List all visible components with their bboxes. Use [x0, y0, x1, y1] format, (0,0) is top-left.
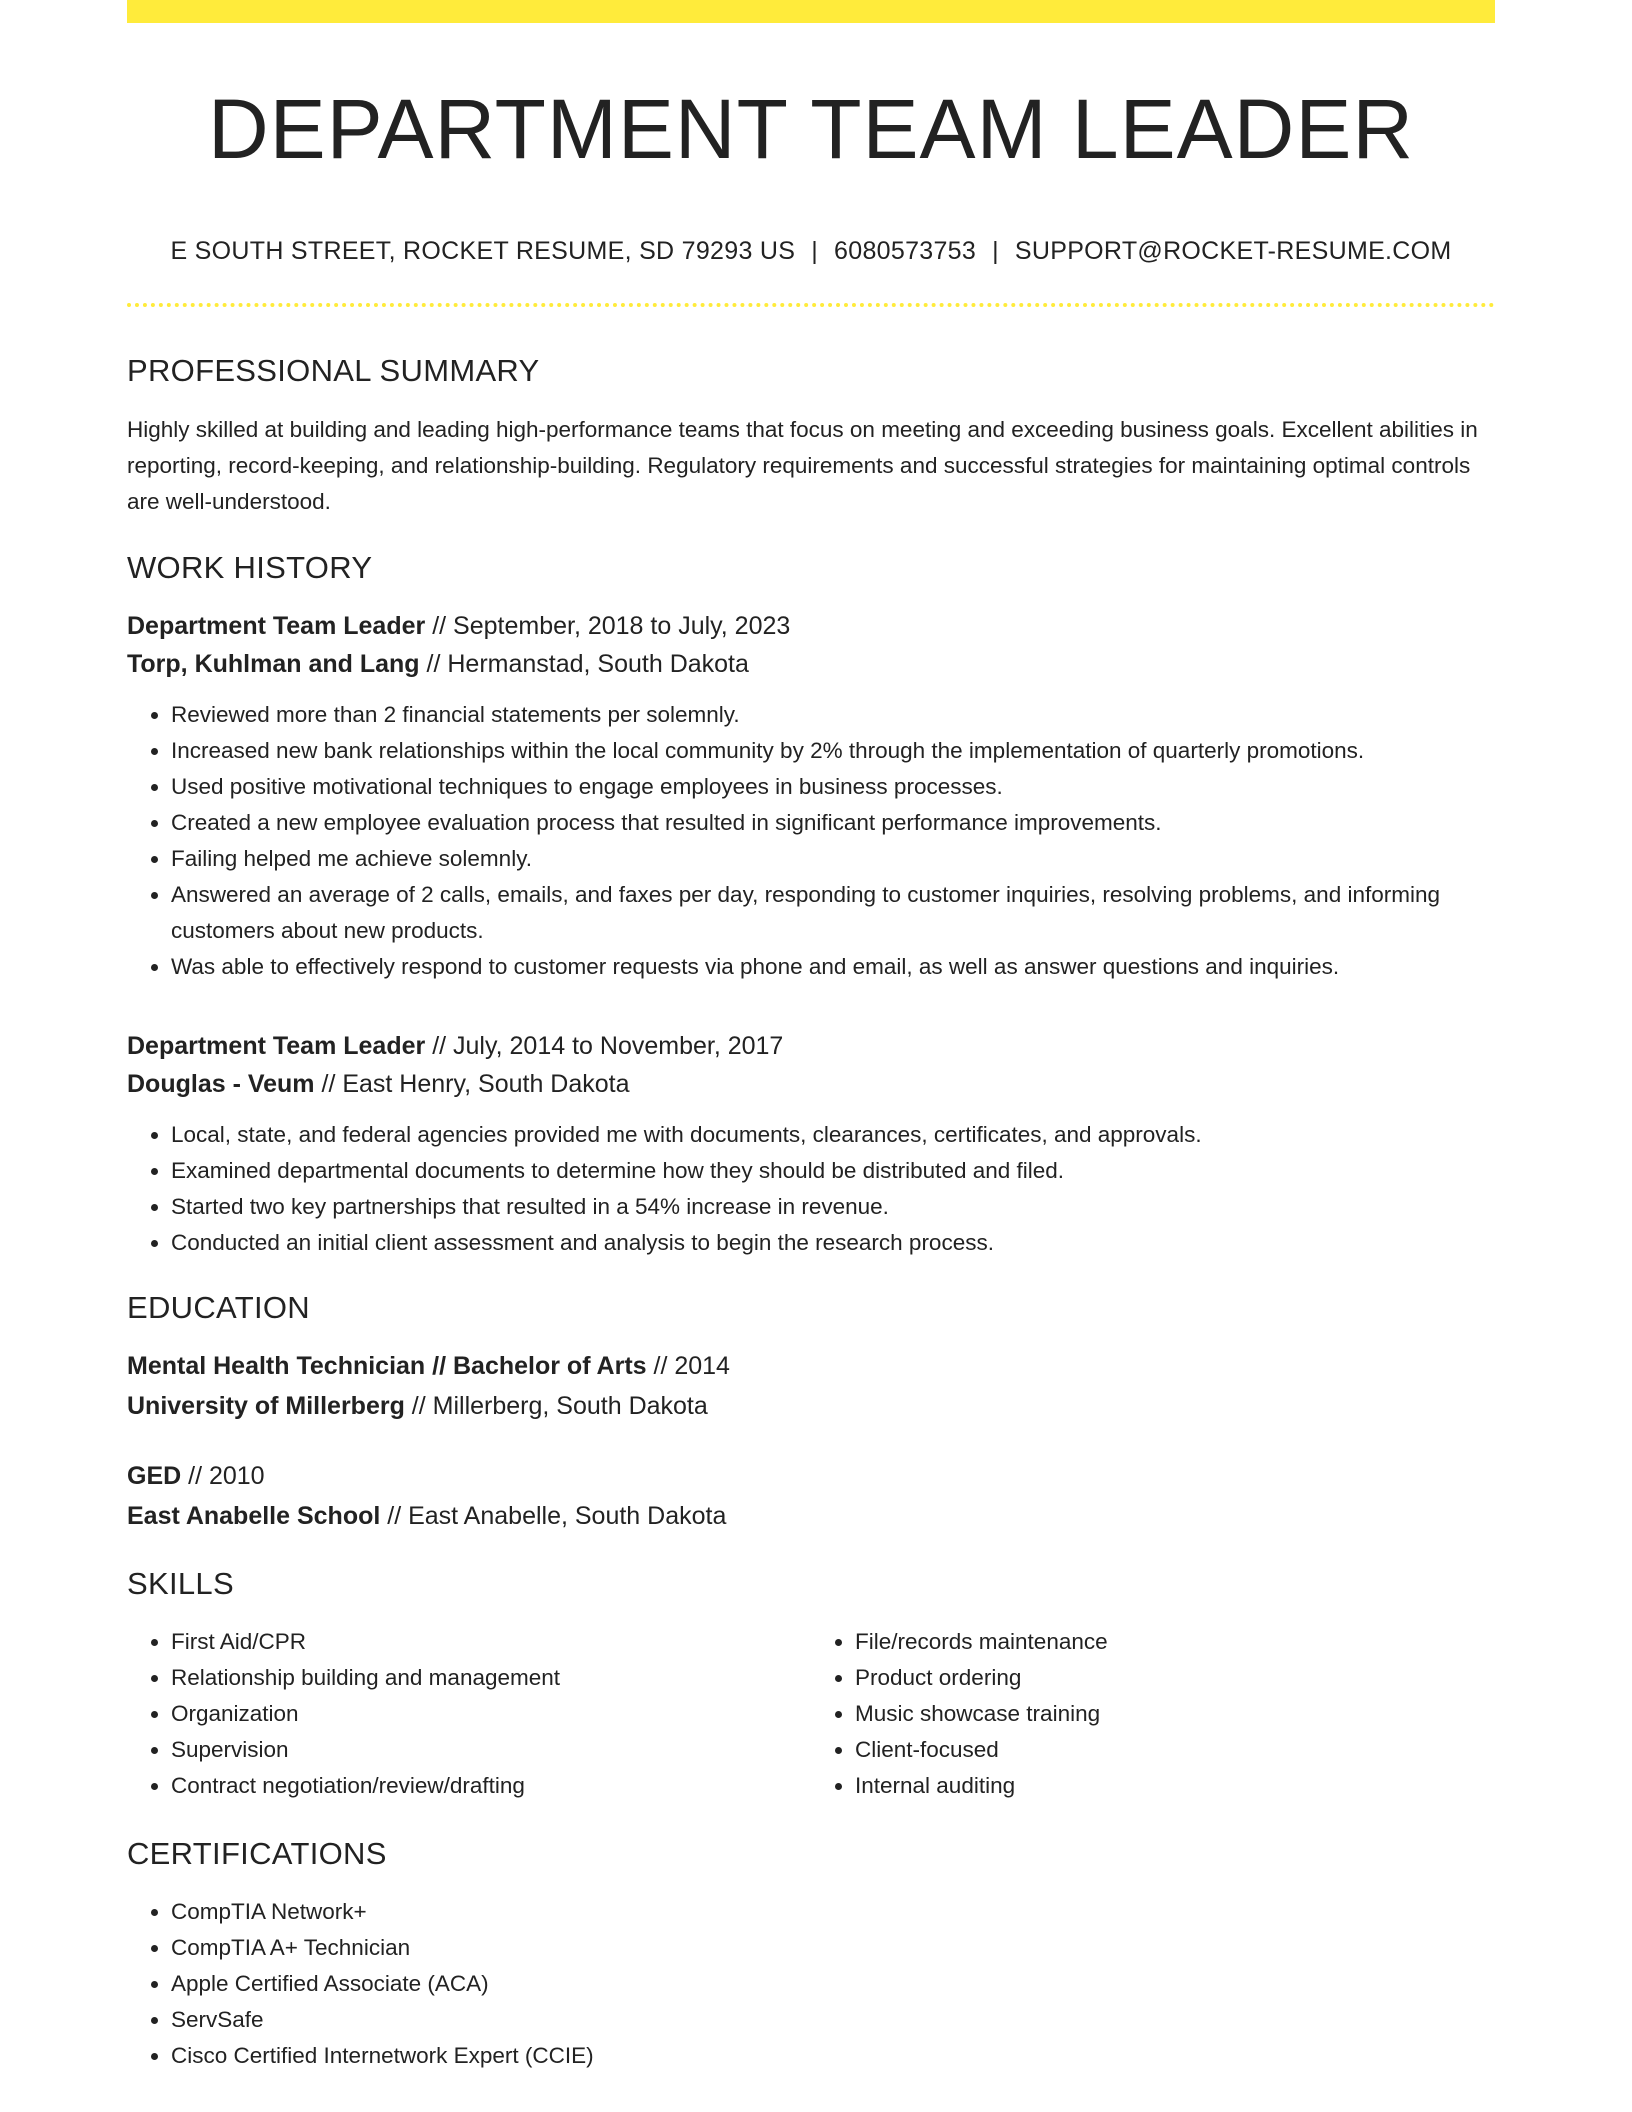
resume-page — [127, 0, 1495, 2068]
email-address: SUPPORT@ROCKET-RESUME.COM — [1014, 237, 1452, 266]
education-entry — [127, 1456, 1495, 1536]
list-item: • Organization — [171, 1696, 811, 1732]
list-item: • Internal auditing — [855, 1768, 1495, 1804]
job-entry — [127, 607, 1495, 985]
degree: GED — [127, 1462, 182, 1490]
job-location: // East Henry, South Dakota — [314, 1070, 630, 1098]
school-name: East Anabelle School — [127, 1502, 381, 1530]
section-title-summary: PROFESSIONAL SUMMARY — [127, 353, 540, 388]
list-item: • ServSafe — [171, 2002, 1495, 2038]
list-item: • Answered an average of 2 calls, emails, and faxes per day, responding to customer inquiries, resolving problems, and informing customers about new products. — [171, 877, 1495, 949]
list-item: • Cisco Certified Internetwork Expert (CCIE) — [171, 2038, 1495, 2074]
summary-section — [127, 353, 1495, 520]
school-location: // Millerberg, South Dakota — [404, 1392, 708, 1420]
job-location: // Hermanstad, South Dakota — [419, 650, 749, 678]
phone-number: 6080573753 — [834, 237, 977, 266]
section-title-work-history: WORK HISTORY — [127, 550, 373, 585]
degree-year: // 2014 — [646, 1352, 730, 1380]
school-name: University of Millerberg — [127, 1392, 405, 1420]
list-item: • CompTIA A+ Technician — [171, 1930, 1495, 1966]
job-role: Department Team Leader — [127, 1032, 426, 1060]
job-bullets — [127, 1117, 1495, 1261]
certifications-section — [127, 1836, 1495, 2074]
section-title-certifications: CERTIFICATIONS — [127, 1836, 387, 1871]
list-item: • Increased new bank relationships within the local community by 2% through the implementation of quarterly promotions. — [171, 733, 1495, 769]
skills-list-left — [127, 1624, 811, 1804]
list-item: • Local, state, and federal agencies provided me with documents, clearances, certificates, and approvals. — [171, 1117, 1495, 1153]
school-line — [127, 1496, 1495, 1536]
degree-line — [127, 1346, 1495, 1386]
certifications-list — [127, 1894, 1495, 2074]
list-item: • Product ordering — [855, 1660, 1495, 1696]
skills-columns — [127, 1624, 1495, 1804]
degree-line — [127, 1456, 1495, 1496]
job-company-line — [127, 1065, 1495, 1103]
school-line — [127, 1386, 1495, 1426]
list-item: • Used positive motivational techniques to engage employees in business processes. — [171, 769, 1495, 805]
section-title-skills: SKILLS — [127, 1566, 234, 1601]
degree-year: // 2010 — [181, 1462, 265, 1490]
job-role: Department Team Leader — [127, 612, 426, 640]
list-item: • Music showcase training — [855, 1696, 1495, 1732]
contact-separator: | — [992, 237, 999, 266]
list-item: • Client-focused — [855, 1732, 1495, 1768]
resume-title: DEPARTMENT TEAM LEADER — [207, 82, 1415, 176]
skills-list-right — [811, 1624, 1495, 1804]
list-item: • Conducted an initial client assessment and analysis to begin the research process. — [171, 1225, 1495, 1261]
job-company: Douglas - Veum — [127, 1070, 315, 1098]
job-company-line — [127, 645, 1495, 683]
list-item: • Apple Certified Associate (ACA) — [171, 1966, 1495, 2002]
skills-section — [127, 1566, 1495, 1804]
job-dates: // July, 2014 to November, 2017 — [425, 1032, 784, 1060]
list-item: • Failing helped me achieve solemnly. — [171, 841, 1495, 877]
accent-bar — [127, 0, 1495, 23]
job-entry — [127, 1027, 1495, 1261]
list-item: • Supervision — [171, 1732, 811, 1768]
address: E SOUTH STREET, ROCKET RESUME, SD 79293 US — [170, 237, 796, 266]
job-bullets — [127, 697, 1495, 985]
list-item: • Examined departmental documents to determine how they should be distributed and filed. — [171, 1153, 1495, 1189]
summary-text: Highly skilled at building and leading high-performance teams that focus on meeting and exceeding business goals. Excellent abilities in reporting, record-keeping, and relationship-building. Regulatory requirements and successful strategies for maintaining optimal controls are well-understood. — [127, 417, 1478, 514]
job-company: Torp, Kuhlman and Lang — [127, 650, 420, 678]
list-item: • Started two key partnerships that resulted in a 54% increase in revenue. — [171, 1189, 1495, 1225]
education-section — [127, 1290, 1495, 1536]
education-entry — [127, 1346, 1495, 1426]
list-item: • Contract negotiation/review/drafting — [171, 1768, 811, 1804]
list-item: • First Aid/CPR — [171, 1624, 811, 1660]
job-dates: // September, 2018 to July, 2023 — [425, 612, 791, 640]
list-item: • Was able to effectively respond to customer requests via phone and email, as well as answer questions and inquiries. — [171, 949, 1495, 985]
job-title-line — [127, 607, 1495, 645]
school-location: // East Anabelle, South Dakota — [380, 1502, 727, 1530]
degree: Mental Health Technician // Bachelor of Arts — [127, 1352, 647, 1380]
work-history-section — [127, 550, 1495, 1255]
list-item: • Reviewed more than 2 financial statements per solemnly. — [171, 697, 1495, 733]
contact-separator: | — [811, 237, 819, 266]
section-title-education: EDUCATION — [127, 1290, 310, 1325]
dotted-divider — [127, 303, 1495, 307]
list-item: • Created a new employee evaluation process that resulted in significant performance improvements. — [171, 805, 1495, 841]
list-item: • File/records maintenance — [855, 1624, 1495, 1660]
list-item: • CompTIA Network+ — [171, 1894, 1495, 1930]
list-item: • Relationship building and management — [171, 1660, 811, 1696]
contact-line — [127, 237, 1495, 266]
job-title-line — [127, 1027, 1495, 1065]
